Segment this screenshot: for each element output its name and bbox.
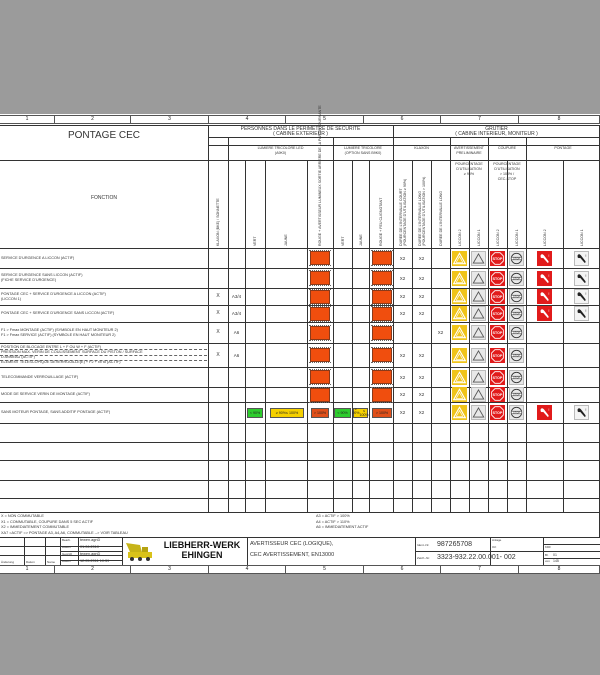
column-number: 6 (364, 116, 441, 123)
grid-line (247, 537, 248, 565)
red-lamp-indicator (372, 290, 392, 304)
grid-line (469, 190, 470, 248)
stop-sign-outline-icon (509, 370, 524, 385)
warning-triangle-icon (452, 271, 467, 286)
klaxon-interval-value: X2 (418, 255, 425, 261)
grid-line (228, 137, 229, 512)
red-lamp-indicator (372, 271, 392, 285)
red-lamp-indicator (372, 307, 392, 321)
column-number: 2 (55, 566, 131, 573)
stop-sign-outline-icon (509, 271, 524, 286)
klaxon-code-value: A6 (233, 352, 240, 358)
warning-sub: PRELIMINAIRE (456, 151, 482, 155)
klaxon-interval-value: X2 (418, 410, 425, 415)
stop-sign-outline-icon (509, 348, 524, 363)
klaxon-interval-value: X2 (399, 352, 406, 358)
klaxon-interval-value: X2 (418, 352, 425, 358)
stop-sign-icon (490, 289, 505, 304)
sheet-label: Bl. (545, 553, 549, 557)
grid-line (543, 544, 600, 545)
warning-triangle-outline-icon (471, 370, 486, 385)
column-number: 2 (55, 116, 131, 123)
klaxon-interval-value: X2 (399, 275, 406, 281)
klaxon-interval-value: X2 (399, 374, 406, 380)
company-name: LIEBHERR-WERK (163, 540, 241, 550)
light-label: ≥ 90% - (352, 406, 360, 419)
column-number: 7 (441, 116, 519, 123)
red-lamp-indicator (372, 348, 392, 362)
drawing-number: 3323-932.22.00.001- 002 (437, 554, 516, 561)
grid-line (450, 137, 451, 512)
legend-text: X = NON COMMUTABLE (1, 514, 44, 518)
vertical-column-label: VERT (340, 236, 345, 246)
svg-text:STOP: STOP (492, 411, 503, 416)
svg-text:STOP: STOP (512, 295, 521, 299)
vertical-column-label: LICCON 2 (495, 229, 500, 246)
klaxon-interval-value: X2 (399, 410, 406, 415)
legend-text: X2 = IMMEDIATEMENT COMMUTABLE (1, 525, 70, 529)
bridging-key-outline-icon (574, 251, 589, 266)
vertical-column-label: DUREE DE L'INTERVALLE LONG (438, 190, 443, 246)
grid-line (415, 551, 600, 552)
function-column-header: FONCTION (90, 195, 118, 201)
cutoff-pct-text: D'UTILISATION (494, 167, 520, 171)
svg-text:STOP: STOP (512, 331, 521, 335)
grid-line (393, 125, 394, 512)
warning-triangle-icon (452, 348, 467, 363)
klaxon-interval-value: X2 (399, 311, 406, 316)
grid-line (122, 537, 123, 565)
ident-label: Ident.-Nr. (417, 543, 430, 547)
meta-value: 12.05.2011 10:39 (80, 559, 110, 563)
bridging-key-icon (537, 405, 552, 420)
svg-text:STOP: STOP (492, 312, 503, 317)
grid-line (0, 423, 600, 424)
svg-text:!: ! (548, 407, 550, 413)
page-title: PONTAGE CEC (67, 130, 141, 141)
meta-label: Datum (62, 559, 71, 563)
function-text: SERVICE D'URGENCE SANS LICCON (ACTIF) (1, 273, 83, 277)
svg-text:!: ! (585, 291, 587, 297)
warning-triangle-icon (452, 306, 467, 321)
warning-header: AVERTISSEMENT (453, 146, 485, 150)
stop-sign-outline-icon (509, 325, 524, 340)
group-operator-header: GRUTIER (485, 126, 508, 132)
red-lamp-indicator (310, 348, 330, 362)
klaxon-interval-value: X2 (399, 392, 406, 397)
klaxon-bke-value: X (216, 293, 220, 299)
ort-label: Ort (492, 545, 497, 549)
bridging-header: PONTAGE (554, 146, 572, 150)
grid-line (526, 137, 527, 512)
svg-text:STOP: STOP (492, 393, 503, 398)
column-number: 1 (0, 566, 55, 573)
klaxon-interval-value: X2 (418, 294, 425, 299)
option-yellow-light (353, 408, 368, 418)
stop-sign-icon (490, 387, 505, 402)
anlage-label: Anlage (492, 538, 502, 542)
svg-text:!: ! (548, 252, 550, 258)
dashed-separator (0, 349, 207, 350)
vertical-column-label: LICCON 1 (579, 229, 584, 246)
led-red-light: > 100% (311, 408, 329, 418)
meta-label: Bearb. (62, 538, 71, 542)
klaxon-interval-value: X2 (399, 294, 406, 299)
function-text: ELEMENT TELESCOPIQUE DEVERROUILLE(E) + F2 + xx to (ACTIF) (1, 360, 121, 364)
warning-pct-text: D'UTILISATION (456, 167, 482, 171)
warning-triangle-icon (452, 289, 467, 304)
document-title-line1: AVERTISSEUR CEC (LOGIQUE), (250, 541, 334, 547)
column-number: 5 (286, 116, 364, 123)
red-lamp-indicator (372, 388, 392, 402)
function-text: (FICHE SERVICE D'URGENCE) (1, 278, 57, 282)
grid-line (0, 512, 600, 513)
red-lamp-indicator (310, 271, 330, 285)
option-green-light: < 90% (334, 408, 351, 418)
grid-line (0, 367, 600, 368)
vertical-column-label: LICCON 1 (514, 229, 519, 246)
grid-line (0, 268, 600, 269)
stop-sign-icon (490, 348, 505, 363)
bridging-key-outline-icon (574, 306, 589, 321)
vertical-column-label: ROUGE + FEU CLIGNOTANT (379, 197, 383, 246)
red-lamp-indicator (310, 307, 330, 321)
svg-text:STOP: STOP (492, 331, 503, 336)
function-text: PRESSION MAX. VERIN DE COULISSEMENT SURFACE DU PISTON / SURFACE (1, 350, 143, 354)
vertical-column-label: ROUGE + AVERTISSEUR LUMINEUX SORTIE ARRIERE DE LA PARTIE TOURNANTE (318, 105, 322, 246)
stop-sign-icon (490, 251, 505, 266)
option-red-light: > 100% (372, 408, 392, 418)
svg-text:!: ! (585, 407, 587, 413)
bridging-key-icon (537, 306, 552, 321)
light-led-sub: (A9K0) (274, 151, 287, 155)
function-text: F1 > Fmax MONTAGE (ACTIF) (SYMBOLE EN HAUT MONITEUR 2) (1, 327, 118, 332)
vertical-column-label: DUREE DE L'INTERVALLE COURT (POURCENTAGE D'UTILISATION ≥ 90%) (398, 178, 407, 246)
light-option-header: LUMIERE TRICOLORE (344, 146, 382, 150)
warning-triangle-icon (452, 325, 467, 340)
column-number: 3 (131, 116, 209, 123)
grid-line (507, 205, 508, 248)
svg-text:STOP: STOP (512, 353, 521, 357)
legend-text: A4 = ACTIF > 110% (316, 519, 350, 524)
column-number: 5 (286, 566, 364, 573)
column-numbers-bottom (0, 565, 600, 574)
svg-text:STOP: STOP (512, 312, 521, 316)
red-lamp-indicator (372, 326, 392, 340)
svg-text:!: ! (548, 272, 550, 278)
svg-text:STOP: STOP (512, 256, 521, 260)
revision-label: Name (47, 560, 56, 564)
red-lamp-indicator (372, 251, 392, 265)
warning-triangle-outline-icon (471, 405, 486, 420)
legend-text: A6 = IMMEDIATEMENT ACTIF (316, 525, 369, 529)
svg-text:STOP: STOP (492, 256, 503, 261)
bridging-key-icon (537, 289, 552, 304)
company-city: EHINGEN (181, 550, 223, 560)
stop-sign-icon (490, 405, 505, 420)
grid-line (488, 137, 489, 512)
klaxon-bke-value: X (216, 310, 220, 316)
red-lamp-indicator (310, 251, 330, 265)
grid-line (208, 125, 209, 512)
grid-line (45, 537, 46, 565)
function-text: PONTAGE CEC + SERVICE D'URGENCE A LICCON (ACTIF) (1, 291, 106, 296)
grid-line (0, 248, 600, 249)
warning-triangle-outline-icon (471, 387, 486, 402)
column-numbers-top (0, 115, 600, 124)
vertical-column-label: VERT (253, 236, 257, 246)
warning-triangle-outline-icon (471, 289, 486, 304)
function-text: F1 > Fmax SERVICE (ACTIF) (SYMBOLE EN HAUT MONITEUR 2) (1, 332, 116, 337)
function-text: TELECOMMANDE VERROUILLAGE (ACTIF) (1, 374, 79, 379)
group-operator-sub: ( CABINE INTERIEUR, MONITEUR ) (455, 131, 538, 137)
cutoff-pct-text: > 100% / (499, 172, 515, 176)
klaxon-interval-value: X2 (418, 392, 425, 397)
group-outside-header: PERSONNES DANS LE PERIMETRE DE SECURITE (240, 126, 361, 132)
svg-text:STOP: STOP (512, 393, 521, 397)
revision-label: Datum (26, 560, 35, 564)
grid-line (0, 460, 600, 461)
stop-sign-outline-icon (509, 251, 524, 266)
bridging-key-icon (537, 251, 552, 266)
svg-text:STOP: STOP (492, 295, 503, 300)
klaxon-interval-value: X2 (418, 275, 425, 281)
klaxon-interval-value: X2 (418, 374, 425, 380)
vertical-column-label: JAUNE (284, 234, 288, 246)
stop-sign-icon (490, 370, 505, 385)
function-text: (LICCON 1) (1, 296, 22, 301)
drawing-label: Zeich.-Nr. (417, 556, 431, 560)
function-text: MODE DE SERVICE VERIN DE MONTAGE (ACTIF) (1, 392, 90, 396)
grid-line (0, 343, 600, 344)
cutoff-pct-text: CEC-STOP (497, 177, 517, 181)
column-number: 8 (519, 116, 600, 123)
warning-triangle-icon (452, 405, 467, 420)
cutoff-pct-text: POURCENTAGE (493, 162, 521, 166)
sheets-label: von (545, 559, 550, 563)
klaxon-header: KLAXON (414, 146, 429, 150)
vertical-column-label: KLAXON (BKE) / SONNETTE (216, 198, 220, 246)
red-lamp-indicator (310, 388, 330, 402)
group-outside-sub: ( CABINE EXTERIEUR ) (273, 131, 328, 137)
column-number: 6 (364, 566, 441, 573)
document-sheet (0, 105, 600, 574)
warning-triangle-outline-icon (471, 348, 486, 363)
column-number: 4 (209, 116, 286, 123)
red-lamp-indicator (310, 290, 330, 304)
led-green-light: < 90% (247, 408, 263, 418)
stop-sign-outline-icon (509, 405, 524, 420)
grid-line (0, 498, 600, 499)
crane-logo-icon (124, 540, 156, 562)
svg-text:STOP: STOP (492, 353, 503, 358)
column-number: 3 (131, 566, 209, 573)
vertical-column-label: LICCON 2 (457, 229, 462, 246)
column-number: 4 (209, 566, 286, 573)
dashed-separator (0, 355, 207, 356)
svg-text:!: ! (585, 252, 587, 258)
function-text: POSITION DE BLOCAGE ENTRE L + F OU W + F (ACTIF) (1, 345, 102, 349)
column-number: 1 (0, 116, 55, 123)
legend-text: A3 = ACTIF > 100% (316, 514, 350, 518)
klaxon-code-value: A3/4 (231, 294, 242, 299)
grid-line (333, 137, 334, 512)
warning-triangle-outline-icon (471, 251, 486, 266)
revision-label: Änderung (1, 560, 15, 564)
light-label: ≤ 100% (286, 410, 299, 415)
stop-sign-icon (490, 325, 505, 340)
red-lamp-indicator (310, 370, 330, 384)
svg-text:STOP: STOP (512, 375, 521, 379)
klaxon-code-value: A6 (233, 330, 240, 335)
legend-text: XA7 =ACTIF => PONTAGE A3, A4,A6, COMMUTABLE --> VOIR TABLEAU (1, 530, 128, 535)
red-lamp-indicator (310, 326, 330, 340)
svg-text:STOP: STOP (492, 276, 503, 281)
stop-sign-outline-icon (509, 306, 524, 321)
warning-pct-text: ≥ 90% (463, 172, 475, 176)
vertical-column-label: JAUNE (358, 234, 363, 246)
bridging-key-outline-icon (574, 405, 589, 420)
bridging-key-icon (537, 271, 552, 286)
legend-text: X1 = COMMUTABLE, COUPURE DANS 5 SEC ACTIF (1, 519, 94, 524)
warning-triangle-outline-icon (471, 325, 486, 340)
ident-number: 987265708 (437, 541, 473, 548)
svg-text:!: ! (548, 291, 550, 297)
klaxon-code-value: A3/4 (231, 311, 242, 316)
grid-line (0, 555, 122, 556)
function-text: D'ANNEAU (ACTIF) (1, 355, 35, 359)
light-label: ≤ 100% (359, 408, 369, 417)
stop-sign-outline-icon (509, 387, 524, 402)
warning-pct-text: POURCENTAGE (455, 162, 483, 166)
grid-line (24, 537, 25, 565)
led-yellow-light (270, 408, 304, 418)
klaxon-interval-value: X2 (399, 255, 406, 261)
svg-text:!: ! (585, 308, 587, 314)
klaxon-bke-value: X (216, 351, 220, 358)
klaxon-bke-value: X (216, 329, 220, 335)
meta-value: tewen.agnD (80, 538, 101, 542)
cutoff-header: COUPURE (498, 146, 516, 150)
function-text: SERVICE D'URGENCE A LICCON (ACTIF) (1, 255, 75, 260)
bridging-key-outline-icon (574, 289, 589, 304)
warning-triangle-outline-icon (471, 271, 486, 286)
vertical-column-label: LICCON 2 (542, 229, 547, 246)
vertical-column-label: DUREE DE L'INTERVALLE LONG (POURCENTAGE D'UTILISATION > 100%) (417, 176, 426, 246)
stop-sign-outline-icon (509, 289, 524, 304)
column-number: 8 (519, 566, 600, 573)
klaxon-interval-value: X2 (418, 311, 425, 316)
bridging-key-outline-icon (574, 271, 589, 286)
column-number: 7 (441, 566, 519, 573)
grid-line (0, 402, 600, 403)
meta-label: Datum (62, 545, 71, 549)
klaxon-interval-value: X2 (437, 330, 444, 335)
grid-line (208, 137, 600, 138)
light-led-header: LUMIERE TRICOLORE LED (257, 146, 304, 150)
stop-sign-icon (490, 306, 505, 321)
svg-text:STOP: STOP (512, 276, 521, 280)
grid-line (0, 322, 600, 323)
warning-triangle-outline-icon (471, 306, 486, 321)
vertical-column-label: LICCON 1 (476, 229, 481, 246)
dashed-separator (0, 360, 207, 361)
sheet-number: 01 (553, 553, 557, 557)
meta-value: tewen.agnD (80, 552, 101, 556)
function-text: PONTAGE CEC + SERVICE D'URGENCE SANS LICCON (ACTIF) (1, 311, 115, 315)
svg-text:!: ! (548, 308, 550, 314)
stop-sign-icon (490, 271, 505, 286)
warning-triangle-icon (452, 387, 467, 402)
light-option-sub: (OPTION SANS B9K0) (344, 151, 382, 155)
document-title-line2: CEC AVERTISSEMENT, EN13000 (250, 552, 335, 558)
svg-text:STOP: STOP (492, 375, 503, 380)
warning-triangle-icon (452, 370, 467, 385)
svg-text:STOP: STOP (512, 411, 521, 415)
meta-label: Geprüft (62, 552, 73, 556)
light-label: ≥ 90% (275, 410, 286, 415)
function-text: SANS MOTEUR PONTAGE, SANS ADDITIF PONTAGE (ACTIF) (1, 410, 111, 414)
grid-line (0, 480, 600, 481)
meta-value: 01.06.2010 (80, 545, 100, 549)
red-lamp-indicator (372, 370, 392, 384)
kdf-label: KDF (545, 545, 551, 549)
warning-triangle-icon (452, 251, 467, 266)
svg-text:!: ! (585, 272, 587, 278)
total-sheets: 145 (553, 559, 559, 563)
grid-line (0, 442, 600, 443)
grid-line (543, 558, 600, 559)
